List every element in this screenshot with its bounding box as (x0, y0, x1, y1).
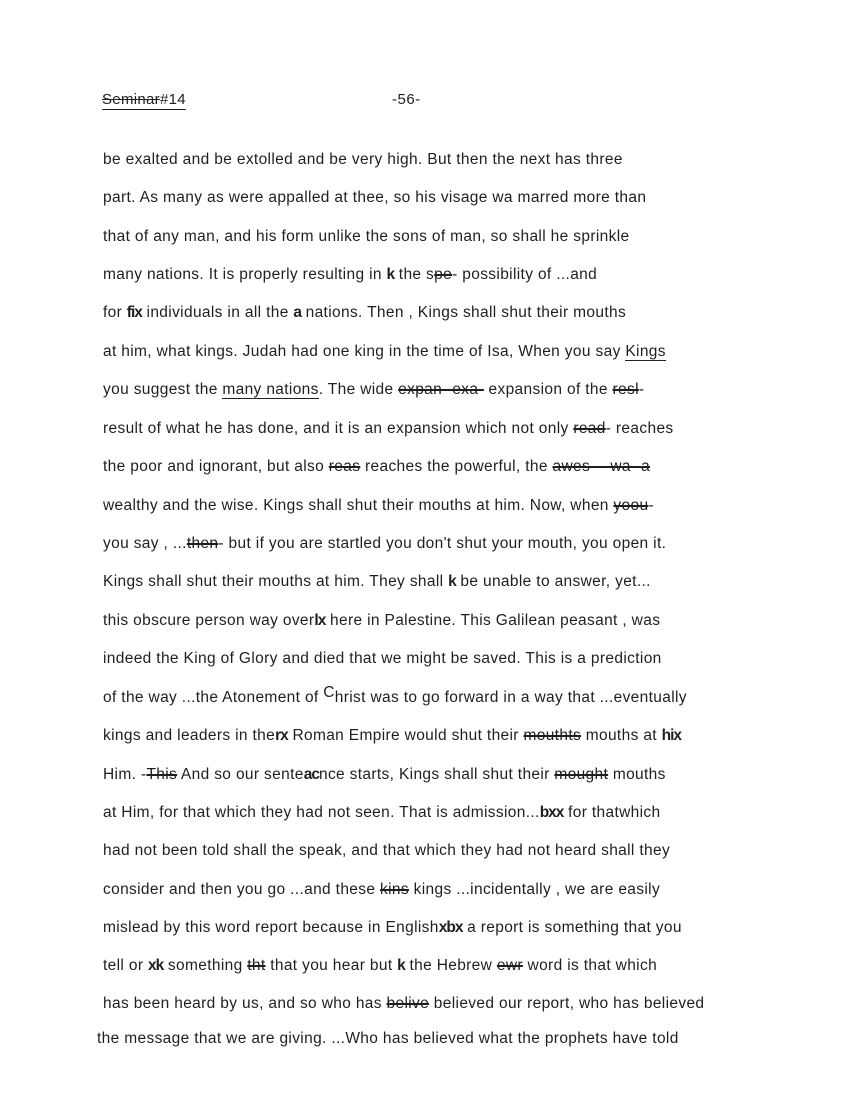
text-line (103, 726, 681, 746)
struck-run: read (573, 420, 606, 437)
struck-run: then (186, 535, 219, 552)
text-run: Him. - (103, 766, 147, 783)
text-line (103, 265, 597, 285)
struck-run: ewr (496, 957, 523, 974)
underlined-run: many nations (222, 381, 319, 398)
text-run: this obscure person way over (103, 612, 315, 629)
text-line (103, 342, 666, 362)
text-run: nations. Then , Kings shall shut their mouths (300, 304, 627, 321)
text-run: at him, what kings. Judah had one king in the time of Isa, When you say (103, 343, 626, 360)
text-run: Kings shall shut their mouths at him. They shall (103, 573, 449, 590)
text-run: reaches the powerful, the (360, 458, 553, 475)
text-run: - (638, 381, 645, 398)
struck-run: yoou (613, 497, 649, 514)
overstrike-run: bxx (539, 804, 564, 821)
struck-run: kins (380, 881, 409, 898)
overstrike-run: k (448, 573, 456, 590)
struck-run: awes -- wa- a (552, 458, 651, 475)
text-run: you say , ... (103, 535, 187, 552)
text-run: for (103, 304, 127, 321)
text-run: . The wide (318, 381, 399, 398)
seminar-label-prefix: Seminar (102, 91, 160, 108)
text-run: wealthy and the wise. Kings shall shut their mouths at him. Now, when (103, 497, 614, 514)
text-run: expansion of the (483, 381, 613, 398)
text-run: be exalted and be extolled and be very high. But then the next has three (103, 151, 623, 168)
text-run: the Hebrew (404, 957, 497, 974)
text-run: kings ...incidentally , we are easily (408, 881, 661, 898)
text-run: - possibility of ...and (452, 266, 598, 283)
text-run: - (648, 497, 654, 514)
struck-run: expan- exa- (398, 381, 484, 398)
overstrike-run: ac (303, 766, 319, 783)
text-run: the s (394, 266, 435, 283)
text-run: that of any man, and his form unlike the sons of man, so shall he sprinkle (103, 228, 630, 245)
text-run: kings and leaders in the (103, 727, 276, 744)
text-run: tell or (103, 957, 149, 974)
overstrike-run: xk (148, 957, 164, 974)
text-run: be unable to answer, yet... (455, 573, 651, 590)
text-run: believed our report, who has believed (429, 995, 705, 1012)
text-line (103, 803, 661, 823)
struck-run: resl (612, 381, 639, 398)
struck-run: reas (328, 458, 361, 475)
text-run: - reaches (605, 420, 674, 437)
text-run: has been heard by us, and so who has (103, 995, 387, 1012)
text-line (97, 1029, 679, 1049)
text-run: the poor and ignorant, but also (103, 458, 329, 475)
struck-run: This (146, 766, 178, 783)
overstrike-run: xbx (438, 919, 463, 936)
overstrike-run: k (386, 266, 395, 283)
overstrike-run: a (293, 304, 301, 321)
page-number: -56- (392, 91, 421, 108)
text-line (103, 611, 660, 631)
text-line (103, 956, 657, 976)
text-run: part. As many as were appalled at thee, so his visage wa marred more than (103, 189, 647, 206)
text-line (103, 496, 654, 516)
text-line (103, 765, 666, 785)
text-run: something (163, 957, 248, 974)
text-line (103, 150, 623, 170)
text-run: for thatwhich (563, 804, 661, 821)
text-run: result of what he has done, and it is an expansion which not only (103, 420, 574, 437)
text-run: indeed the King of Glory and died that we might be saved. This is a prediction (103, 650, 662, 667)
text-line (103, 649, 662, 669)
text-run: mislead by this word report because in English (103, 919, 439, 936)
seminar-label (102, 91, 186, 110)
overstrike-run: k (397, 957, 405, 974)
text-line (103, 684, 687, 708)
text-line (103, 380, 644, 400)
overstrike-run: hix (661, 727, 682, 744)
text-line (103, 303, 626, 323)
text-run: mouths (608, 766, 666, 783)
text-line (103, 841, 670, 861)
text-run: hrist was to go forward in a way that ...eventually (334, 689, 687, 706)
struck-run: mouthts (523, 727, 582, 744)
raised-run: C (323, 684, 335, 701)
text-run: the message that we are giving. ...Who has believed what the prophets have told (97, 1030, 679, 1047)
text-run: word is that which (522, 957, 658, 974)
text-run: And so our sente (177, 766, 304, 783)
text-run: at Him, for that which they had not seen. That is admission... (103, 804, 540, 821)
overstrike-run: rx (275, 727, 288, 744)
text-run: Roman Empire would shut their (287, 727, 524, 744)
text-run: of the way ...the Atonement of (103, 689, 324, 706)
text-line (103, 994, 704, 1014)
text-line (103, 918, 682, 938)
struck-run: belive (386, 995, 430, 1012)
text-run: mouths at (581, 727, 662, 744)
text-line (103, 534, 666, 554)
text-run: nce starts, Kings shall shut their (318, 766, 555, 783)
underlined-run: Kings (625, 343, 666, 360)
struck-run: mought (554, 766, 609, 783)
struck-run: pe (434, 266, 453, 283)
seminar-label-suffix: #14 (159, 91, 186, 108)
text-line (103, 572, 651, 592)
text-run: - but if you are startled you don't shut your mouth, you open it. (218, 535, 667, 552)
text-run: many nations. It is properly resulting in (103, 266, 387, 283)
text-run: consider and then you go ...and these (103, 881, 380, 898)
text-run: had not been told shall the speak, and that which they had not heard shall they (103, 842, 671, 859)
text-line (103, 457, 650, 477)
text-line (103, 227, 629, 247)
text-run: that you hear but (265, 957, 398, 974)
text-line (103, 419, 674, 439)
text-run: here in Palestine. This Galilean peasant , was (325, 612, 661, 629)
text-line (103, 880, 660, 900)
overstrike-run: fix (126, 304, 142, 321)
text-run: you suggest the (103, 381, 223, 398)
text-run: individuals in all the (141, 304, 294, 321)
overstrike-run: lx (314, 612, 326, 629)
text-line (103, 188, 646, 208)
struck-run: tht (247, 957, 266, 974)
text-run: a report is something that you (462, 919, 682, 936)
